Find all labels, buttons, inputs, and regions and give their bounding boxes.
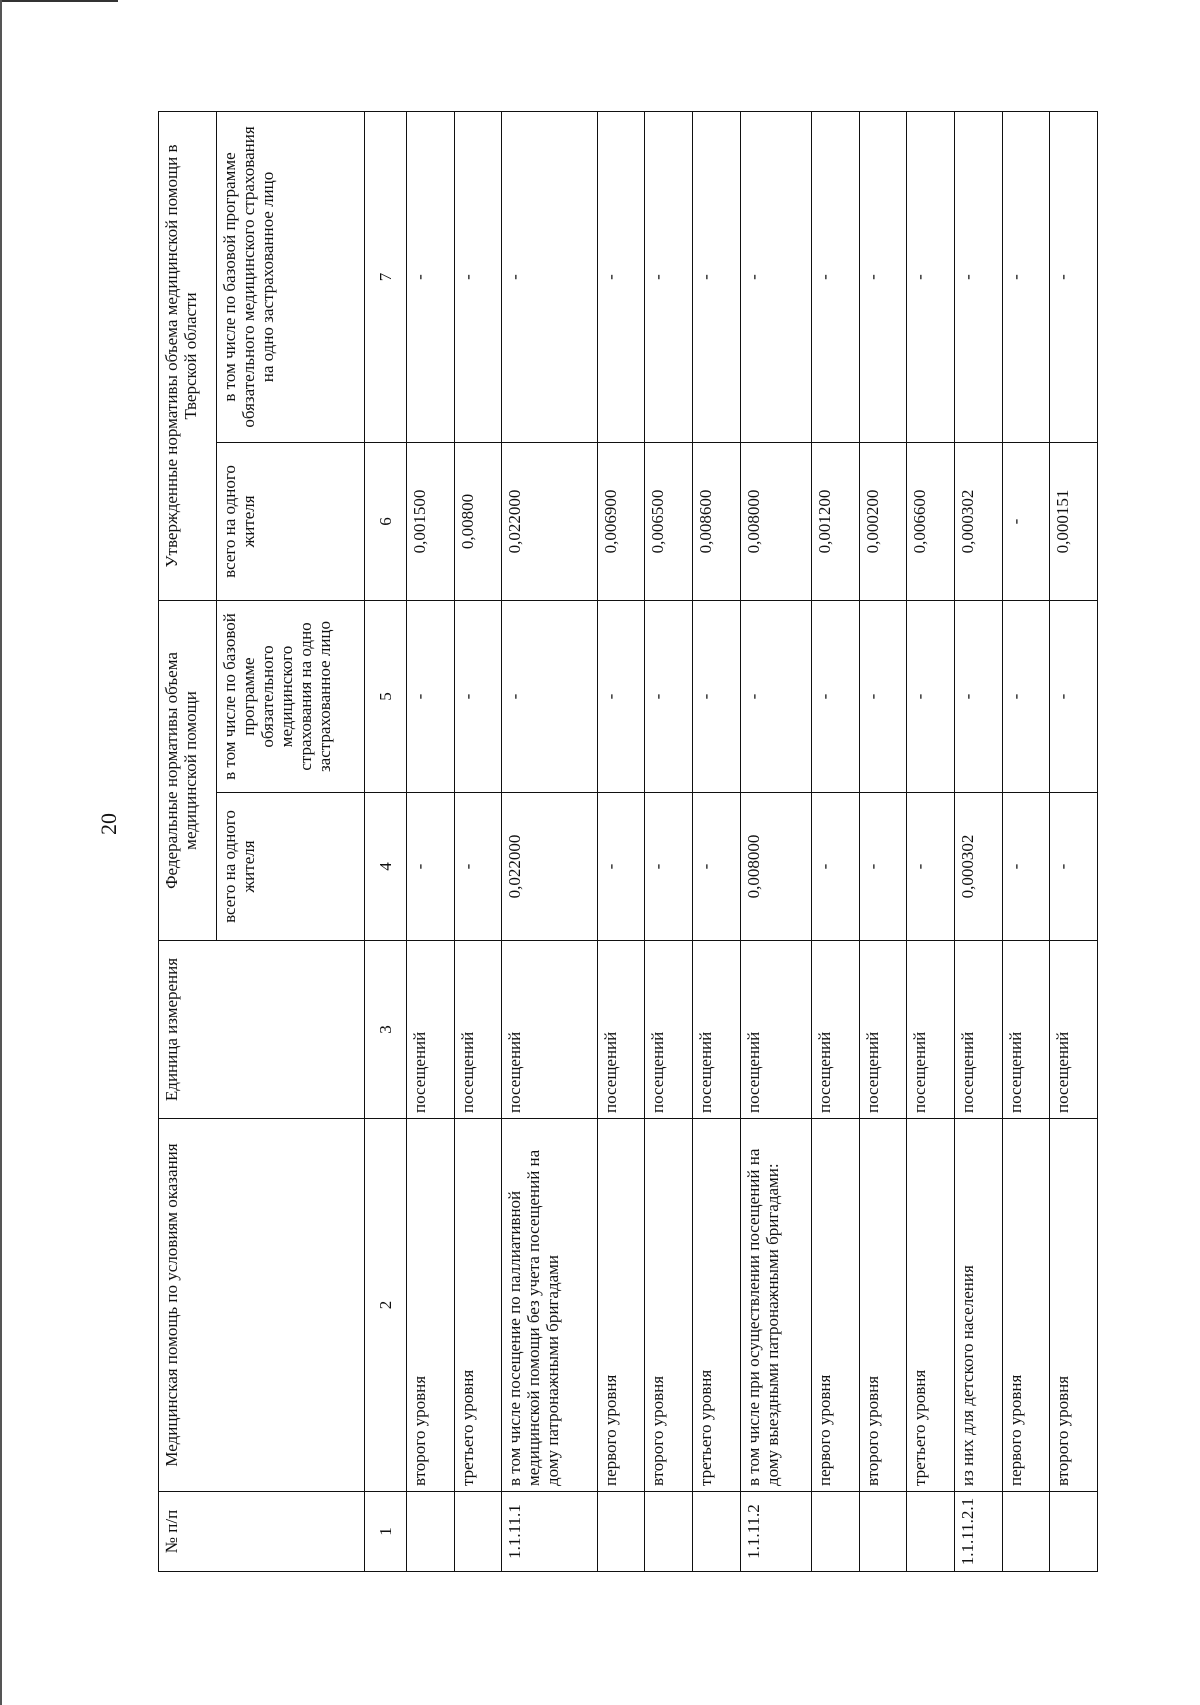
row-unit: посещений [954,941,1002,1119]
row-fed-all: 0,008000 [740,793,811,941]
row-name: первого уровня [597,1119,645,1492]
scan-edge-left [0,0,2,1705]
row-name: третьего уровня [692,1119,740,1492]
row-reg-oms: - [907,111,955,442]
row-reg-oms: - [407,111,455,442]
row-unit: посещений [692,941,740,1119]
row-fed-all: - [811,793,859,941]
row-reg-all: 0,008000 [740,442,811,600]
row-name: второго уровня [407,1119,455,1492]
row-name: второго уровня [859,1119,907,1492]
column-number: 4 [365,793,407,941]
page-number: 20 [96,813,121,835]
row-name: третьего уровня [454,1119,502,1492]
table-row [1002,111,1050,1571]
row-reg-oms: - [645,111,693,442]
row-fed-oms: - [692,600,740,792]
norms-table [158,111,1098,1572]
row-fed-all: 0,000302 [954,793,1002,941]
row-num [1050,1492,1098,1572]
row-reg-all: 0,006900 [597,442,645,600]
row-fed-oms: - [407,600,455,792]
row-reg-oms: - [740,111,811,442]
row-num [811,1492,859,1572]
row-name: первого уровня [811,1119,859,1492]
column-number: 6 [365,442,407,600]
table-row [954,111,1002,1571]
row-reg-all: 0,001200 [811,442,859,600]
row-fed-oms: - [1002,600,1050,792]
header-regional-oms: в том числе по базовой программе обязательного медицинского страхования на одно застрахованное лицо [217,111,365,442]
table-row [1050,111,1098,1571]
column-number: 3 [365,941,407,1119]
row-fed-all: - [645,793,693,941]
header-unit: Единица измерения [159,941,365,1119]
row-fed-all: - [692,793,740,941]
row-reg-oms: - [1002,111,1050,442]
header-federal-oms: в том числе по базовой программе обязательного медицинского страхования на одно застрахованное лицо [217,600,365,792]
row-fed-all: - [1002,793,1050,941]
row-reg-oms: - [859,111,907,442]
row-fed-all: - [454,793,502,941]
row-reg-all: 0,006500 [645,442,693,600]
row-unit: посещений [740,941,811,1119]
table-row [645,111,693,1571]
row-fed-oms: - [859,600,907,792]
row-num: 1.1.11.1 [502,1492,597,1572]
row-unit: посещений [1050,941,1098,1119]
row-fed-all: - [907,793,955,941]
row-unit: посещений [811,941,859,1119]
row-name: в том числе посещение по паллиативной медицинской помощи без учета посещений на дому патронажными бригадами [502,1119,597,1492]
row-unit: посещений [1002,941,1050,1119]
table-row [811,111,859,1571]
row-reg-oms: - [502,111,597,442]
table-row [454,111,502,1571]
row-reg-oms: - [1050,111,1098,442]
header-assistance: Медицинская помощь по условиям оказания [159,1119,365,1492]
row-fed-oms: - [502,600,597,792]
row-unit: посещений [645,941,693,1119]
row-name: второго уровня [1050,1119,1098,1492]
row-num [859,1492,907,1572]
row-reg-oms: - [454,111,502,442]
header-federal-all: всего на одного жителя [217,793,365,941]
row-num [407,1492,455,1572]
row-reg-all: 0,022000 [502,442,597,600]
row-unit: посещений [597,941,645,1119]
column-number: 1 [365,1492,407,1572]
row-name: в том числе при осуществлении посещений на дому выездными патронажными бригадами: [740,1119,811,1492]
row-fed-all: 0,022000 [502,793,597,941]
row-reg-all: 0,006600 [907,442,955,600]
row-num [454,1492,502,1572]
row-reg-all: 0,000200 [859,442,907,600]
table-row [597,111,645,1571]
row-fed-all: - [597,793,645,941]
row-num [692,1492,740,1572]
row-num [907,1492,955,1572]
column-number: 5 [365,600,407,792]
row-unit: посещений [907,941,955,1119]
row-num [597,1492,645,1572]
row-name: второго уровня [645,1119,693,1492]
row-fed-all: - [407,793,455,941]
header-num: № п/п [159,1492,365,1572]
table-row [740,111,811,1571]
row-fed-oms: - [740,600,811,792]
row-unit: посещений [859,941,907,1119]
table-row [907,111,955,1571]
header-regional-group: Утвержденные нормативы объема медицинской помощи в Тверской области [159,111,217,600]
row-reg-oms: - [597,111,645,442]
row-reg-oms: - [692,111,740,442]
column-number: 2 [365,1119,407,1492]
row-fed-oms: - [645,600,693,792]
header-federal-group: Федеральные нормативы объема медицинской помощи [159,600,217,940]
table-row [692,111,740,1571]
rotated-table-container [158,112,1098,1572]
row-reg-oms: - [954,111,1002,442]
row-unit: посещений [502,941,597,1119]
row-fed-all: - [859,793,907,941]
row-reg-all: 0,000151 [1050,442,1098,600]
table-row [502,111,597,1571]
scan-edge-top [0,0,118,2]
row-name: первого уровня [1002,1119,1050,1492]
row-unit: посещений [407,941,455,1119]
row-fed-oms: - [597,600,645,792]
row-num [645,1492,693,1572]
row-fed-oms: - [1050,600,1098,792]
row-num [1002,1492,1050,1572]
row-reg-all: 0,001500 [407,442,455,600]
row-num: 1.1.11.2 [740,1492,811,1572]
column-numbers-row [365,111,407,1571]
row-reg-all: - [1002,442,1050,600]
row-fed-oms: - [907,600,955,792]
row-reg-all: 0,00800 [454,442,502,600]
column-number: 7 [365,111,407,442]
row-reg-oms: - [811,111,859,442]
table-row [859,111,907,1571]
row-num: 1.1.11.2.1 [954,1492,1002,1572]
row-fed-oms: - [811,600,859,792]
row-reg-all: 0,000302 [954,442,1002,600]
row-fed-oms: - [954,600,1002,792]
row-fed-all: - [1050,793,1098,941]
row-reg-all: 0,008600 [692,442,740,600]
header-regional-all: всего на одного жителя [217,442,365,600]
table-row [407,111,455,1571]
row-unit: посещений [454,941,502,1119]
row-name: из них для детского населения [954,1119,1002,1492]
row-name: третьего уровня [907,1119,955,1492]
row-fed-oms: - [454,600,502,792]
